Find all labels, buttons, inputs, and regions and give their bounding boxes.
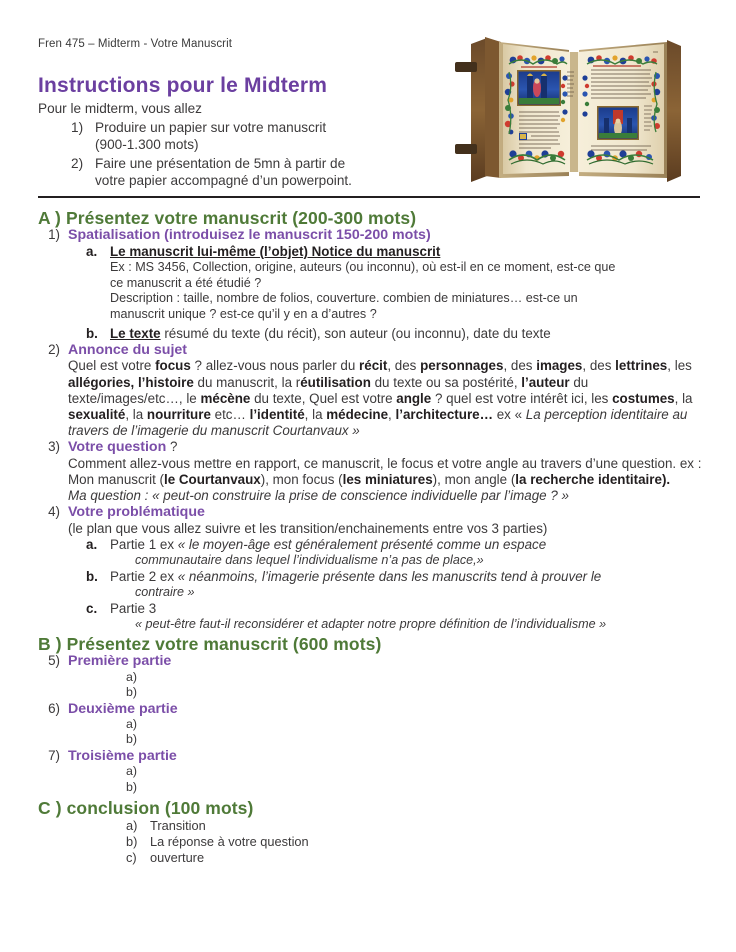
kw-medecine: médecine: [326, 407, 389, 423]
item-4b-marker: b.: [86, 569, 98, 585]
t: ,: [388, 407, 396, 423]
item-4a-quote-line-1: « le moyen-âge est généralement présenté comme un espace: [177, 537, 547, 553]
item-6-title: Deuxième partie: [68, 700, 178, 717]
item-4c-prefix: Partie 3: [110, 601, 157, 617]
kw-identite: l’identité: [249, 407, 305, 423]
t: du: [569, 374, 589, 390]
item-6-sub-a: a): [126, 717, 138, 732]
intro-list: [38, 119, 428, 190]
item-1b: [38, 326, 704, 342]
ma-question-quote: « peut-on construire la prise de conscience individuelle par l’image ? »: [152, 488, 569, 504]
item-4a-marker: a.: [86, 537, 98, 553]
kw-angle: angle: [396, 390, 432, 406]
t: ? quel est votre intérêt ici, les: [431, 390, 609, 406]
item-7-troisieme-partie: [38, 748, 704, 764]
conclusion-item-a: [38, 818, 704, 834]
t: ? allez-vous nous parler du: [190, 358, 360, 374]
t: ), mon focus (: [260, 472, 343, 488]
item-5-title: Première partie: [68, 653, 172, 670]
t: Quel est votre: [68, 358, 156, 374]
conclusion-item-c-marker: c): [126, 849, 137, 865]
item-4-marker: 4): [48, 504, 60, 520]
t: ), mon angle (: [432, 472, 516, 488]
kw-recit: récit: [359, 358, 388, 374]
item-2-annonce: [38, 342, 704, 358]
t: Comment allez-vous mettre en rapport, ce manuscrit, le focus et votre angle au travers d’une: [68, 455, 619, 471]
intro-item-1-line1: Produire un papier sur votre manuscrit: [95, 119, 327, 135]
item-2-marker: 2): [48, 342, 60, 357]
item-1b-title: Le texte: [110, 325, 161, 341]
item-1a: [38, 244, 704, 260]
kw-images: images: [536, 358, 583, 374]
item-3-paragraph: [38, 456, 704, 488]
t: les: [674, 358, 692, 374]
item-1-spatialisation: [38, 227, 704, 243]
header-divider-rule: [38, 196, 700, 198]
item-4a-quote-line-2: communautaire dans lequel l’individualisme n’a pas de place,»: [135, 553, 484, 568]
item-4c-marker: c.: [86, 601, 98, 617]
kw-recherche-identitaire: recherche identitaire: [530, 472, 662, 488]
page-title: Instructions pour le Midterm: [38, 74, 328, 97]
item-3-title-qmark: ?: [166, 439, 178, 455]
kw-miniatures: les miniatures: [342, 472, 433, 488]
item-3-marker: 3): [48, 439, 60, 455]
t: texte/images/etc…, le: [68, 390, 201, 406]
t: du texte ou sa postérité,: [370, 374, 522, 390]
item-4b: [38, 569, 704, 585]
section-b-heading: B ) Présentez votre manuscrit (600 mots): [38, 634, 382, 655]
t: , des: [503, 358, 537, 374]
quote-part-1: La: [525, 407, 541, 423]
item-4a: [38, 537, 704, 553]
item-1a-description-line-2: manuscrit unique ? est-ce qu’il y en a d’autres ?: [110, 307, 377, 321]
kw-costumes: costumes: [612, 390, 675, 406]
section-c-heading: C ) conclusion (100 mots): [38, 798, 254, 819]
item-7-marker: 7): [48, 747, 60, 763]
item-4c-quote-line-1: « peut-être faut-il reconsidérer et adapter notre propre définition de l’individualisme »: [135, 617, 607, 632]
t: , la: [674, 390, 693, 406]
quote-part-2: perception identitaire au travers de l’imagerie du manuscrit Courtanvaux »: [68, 407, 688, 439]
conclusion-item-a-text: Transition: [150, 817, 206, 833]
item-6-marker: 6): [48, 700, 60, 716]
kw-reutilisation: éutilisation: [300, 374, 371, 390]
item-3-question: [38, 439, 704, 455]
intro-item-2-line1: Faire une présentation de 5mn à partir de: [95, 155, 346, 171]
item-4-subtitle: (le plan que vous allez suivre et les transition/enchainements entre vos 3 parties): [68, 520, 548, 536]
conclusion-item-b-text: La réponse à votre question: [150, 833, 309, 849]
item-7-sub-b: b): [126, 779, 138, 794]
t: etc…: [210, 407, 250, 423]
t: , des: [387, 358, 421, 374]
intro-lead: Pour le midterm, vous allez: [38, 101, 202, 116]
kw-mecene: mécène: [200, 390, 251, 406]
conclusion-item-b-marker: b): [126, 833, 138, 849]
kw-personnages: personnages: [420, 358, 504, 374]
item-7-sub-a: a): [126, 764, 138, 779]
ma-question-label: Ma question :: [68, 488, 153, 504]
item-3-title: Votre question: [68, 439, 167, 456]
item-4-title: Votre problématique: [68, 504, 205, 521]
item-5-marker: 5): [48, 653, 60, 669]
document-header-line: Fren 475 – Midterm - Votre Manuscrit: [38, 38, 233, 50]
kw-la: la: [515, 472, 527, 488]
item-5-premiere-partie: [38, 653, 704, 669]
conclusion-item-a-marker: a): [126, 817, 138, 833]
item-4b-quote-line-2: contraire »: [135, 585, 195, 600]
t: du texte, Quel est votre: [250, 390, 397, 406]
item-4b-prefix: Partie 2 ex: [110, 569, 178, 585]
item-4-problematique: [38, 504, 704, 520]
item-1-title: Spatialisation (introduisez le manuscrit 150-200 mots): [68, 227, 431, 244]
t: ).: [661, 472, 671, 488]
conclusion-item-b: [38, 834, 704, 850]
kw-lettrines: lettrines: [615, 358, 668, 374]
t: , la: [304, 407, 327, 423]
item-4c: [38, 601, 704, 617]
item-3-ma-question: [38, 488, 704, 504]
kw-allegories-histoire: allégories, l’histoire: [68, 374, 194, 390]
intro-item-2-line2: votre papier accompagné d’un powerpoint.: [95, 173, 352, 188]
intro-item-1-line2: (900-1.300 mots): [95, 137, 199, 152]
item-1b-marker: b.: [86, 325, 98, 341]
t: , la: [125, 407, 147, 423]
kw-focus: focus: [155, 358, 191, 374]
item-1a-marker: a.: [86, 243, 98, 259]
item-5-sub-b: b): [126, 685, 138, 700]
item-4b-quote-line-1: « néanmoins, l’imagerie présente dans les manuscrits tend à prouver le: [177, 569, 602, 585]
document-body: [38, 208, 704, 866]
intro-list-item: [71, 155, 428, 190]
kw-sexualite: sexualité: [68, 407, 126, 423]
item-1a-title: Le manuscrit lui-même (l’objet) Notice du manuscrit: [110, 243, 441, 259]
kw-nourriture: nourriture: [146, 407, 211, 423]
item-6-deuxieme-partie: [38, 701, 704, 717]
t: question. ex : Mon manuscrit (: [68, 455, 702, 488]
t: , des: [582, 358, 616, 374]
t: du manuscrit, la r: [193, 374, 301, 390]
item-1a-example-line-1: Ex : MS 3456, Collection, origine, auteurs (ou inconnu), où est-il en ce moment, est-ce que: [110, 260, 616, 275]
item-5-sub-a: a): [126, 669, 138, 684]
intro-block: [38, 100, 428, 191]
item-4a-prefix: Partie 1 ex: [110, 537, 178, 553]
manuscript-illustration-icon: [441, 26, 699, 192]
section-a-heading: A ) Présentez votre manuscrit (200-300 mots): [38, 208, 417, 228]
conclusion-item-c-text: ouverture: [150, 849, 205, 865]
item-7-title: Troisième partie: [68, 747, 177, 764]
kw-architecture: l’architecture…: [395, 407, 493, 423]
item-1a-example-line-2: ce manuscrit a été étudié ?: [110, 275, 262, 290]
item-2-title: Annonce du sujet: [68, 342, 188, 358]
item-1-marker: 1): [48, 227, 60, 243]
manuscript-image: [441, 26, 699, 192]
intro-list-item: [71, 119, 428, 154]
item-1a-description-line-1: Description : taille, nombre de folios, couverture. combien de miniatures… est-ce un: [110, 291, 578, 306]
t: ex «: [493, 407, 526, 423]
kw-auteur: l’auteur: [521, 374, 570, 390]
item-6-sub-b: b): [126, 732, 138, 747]
t: ,: [667, 358, 671, 374]
item-1b-body: résumé du texte (du récit), son auteur (ou inconnu), date du texte: [160, 325, 551, 341]
kw-courtanvaux: le Courtanvaux: [164, 472, 261, 488]
conclusion-item-c: [38, 850, 704, 866]
item-2-paragraph: [38, 358, 704, 439]
